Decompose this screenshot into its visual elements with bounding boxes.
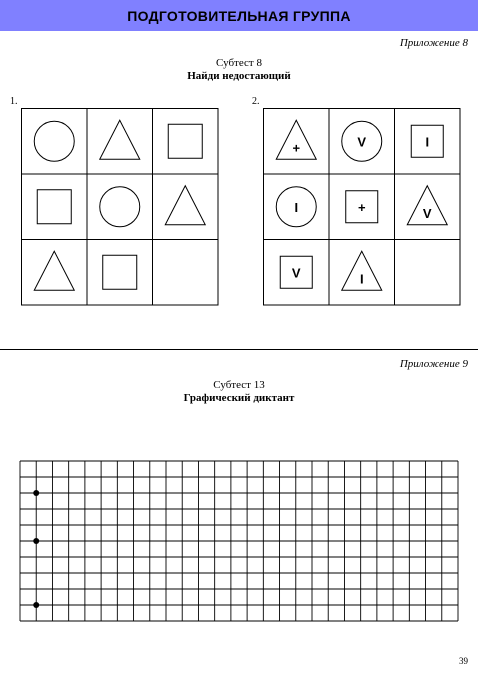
matrix-cell[interactable] — [153, 240, 219, 306]
matrix-cell — [87, 109, 153, 175]
matrix-cell — [22, 109, 88, 175]
start-dot[interactable] — [33, 490, 39, 496]
figure-symbol: I — [294, 199, 299, 215]
cell-border — [153, 109, 219, 175]
subtest-8-title — [0, 57, 478, 83]
appendix-label-9: Приложение 9 — [399, 358, 468, 370]
puzzle-1-matrix — [21, 108, 219, 306]
matrix-cell — [329, 240, 395, 306]
page-number: 39 — [459, 656, 468, 666]
cell-border — [153, 174, 219, 240]
figure-symbol: V — [357, 134, 367, 150]
subtest-13-task: Графический диктант — [183, 392, 295, 404]
cell-border — [87, 174, 153, 240]
matrix-cell — [87, 174, 153, 240]
matrix-cell — [22, 240, 88, 306]
matrix-cell — [264, 174, 330, 240]
start-dot[interactable] — [33, 602, 39, 608]
figure-symbol: V — [291, 265, 301, 281]
figure-symbol: V — [422, 205, 432, 221]
matrix-cell[interactable] — [395, 240, 461, 306]
matrix-cell — [22, 174, 88, 240]
matrix-cell — [87, 240, 153, 306]
figure-symbol: + — [292, 140, 301, 156]
header-banner — [0, 0, 478, 31]
subtest-13-number: Субтест 13 — [213, 379, 265, 391]
matrix-cell — [264, 109, 330, 175]
cell-border — [87, 240, 153, 306]
matrix-cell — [153, 109, 219, 175]
puzzle-2-matrix — [263, 108, 461, 306]
puzzle-1-number: 1. — [10, 96, 18, 107]
cell-border — [153, 240, 219, 306]
subtest-8-task: Найди недостающий — [187, 70, 291, 82]
matrix-cell — [329, 109, 395, 175]
section-divider — [0, 349, 478, 350]
figure-symbol: I — [359, 271, 364, 287]
subtest-13-title — [0, 379, 478, 405]
cell-border — [22, 109, 88, 175]
appendix-label-8: Приложение 8 — [399, 37, 468, 49]
cell-border — [395, 240, 461, 306]
matrix-cell — [153, 174, 219, 240]
matrix-cell — [264, 240, 330, 306]
matrix-cell — [395, 109, 461, 175]
matrix-cell — [329, 174, 395, 240]
cell-border — [22, 240, 88, 306]
header-title: ПОДГОТОВИТЕЛЬНАЯ ГРУППА — [127, 7, 351, 24]
figure-symbol: + — [357, 199, 366, 215]
puzzle-2-number: 2. — [252, 96, 260, 107]
cell-border — [22, 174, 88, 240]
figure-symbol: I — [425, 134, 430, 150]
cell-border — [87, 109, 153, 175]
graphic-dictation-grid — [19, 460, 459, 622]
matrix-cell — [395, 174, 461, 240]
subtest-8-number: Субтест 8 — [216, 57, 262, 69]
start-dot[interactable] — [33, 538, 39, 544]
